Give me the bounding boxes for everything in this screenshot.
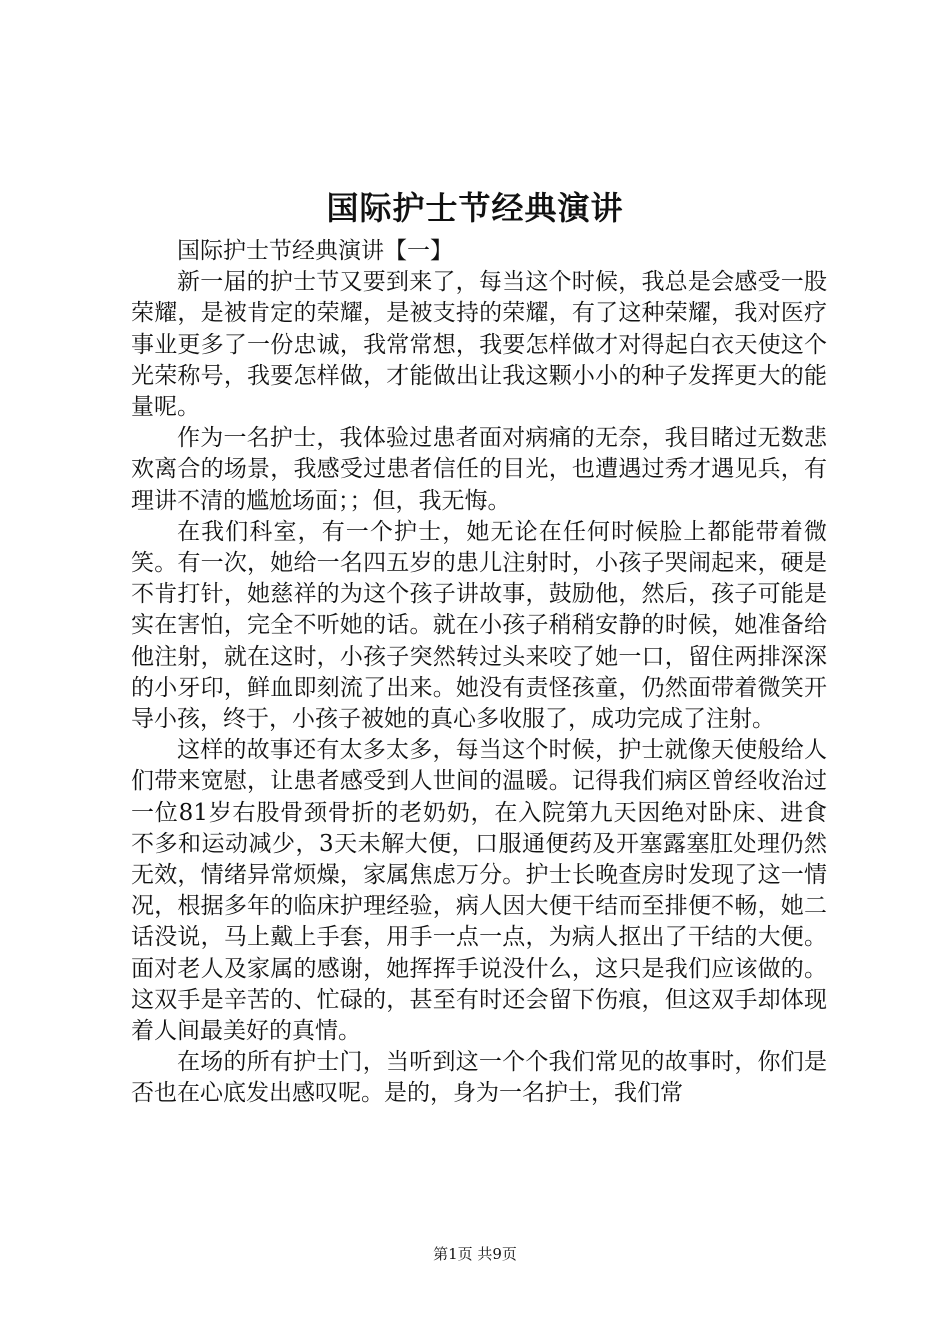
paragraph: 这样的故事还有太多太多，每当这个时候，护士就像天使般给人们带来宽慰，让患者感受到人世间的温暖。记得我们病区曾经收治过一位81岁右股骨颈骨折的老奶奶，在入院第九天因绝对卧床、进食不多和运动减少，3天未解大便，口服通便药及开塞露塞肛处理仍然无效，情绪异常烦燥，家属焦虑万分。护士长晚查房时发现了这一情况，根据多年的临床护理经验，病人因大便干结而至排便不畅，她二话没说，马上戴上手套，用手一点一点，为病人抠出了干结的大便。面对老人及家属的感谢，她挥挥手说没什么，这只是我们应该做的。这双手是辛苦的、忙碌的，甚至有时还会留下伤痕，但这双手却体现着人间最美好的真情。 [131, 737, 827, 1045]
paragraph: 新一届的护士节又要到来了，每当这个时候，我总是会感受一股荣耀，是被肯定的荣耀，是被支持的荣耀，有了这种荣耀，我对医疗事业更多了一份忠诚，我常常想，我要怎样做才对得起白衣天使这个光荣称号，我要怎样做，才能做出让我这颗小小的种子发挥更大的能量呢。 [131, 269, 827, 421]
paragraph: 作为一名护士，我体验过患者面对病痛的无奈，我目睹过无数悲欢离合的场景，我感受过患者信任的目光，也遭遇过秀才遇见兵，有理讲不清的尴尬场面；；但，我无悔。 [131, 425, 827, 514]
page-footer: 第1页 共9页 [433, 1245, 517, 1263]
paragraph: 在场的所有护士门，当听到这一个个我们常见的故事时，你们是否也在心底发出感叹呢。是的，身为一名护士，我们常 [131, 1049, 827, 1107]
paragraph-heading: 国际护士节经典演讲【一】 [177, 238, 453, 264]
document-title: 国际护士节经典演讲 [326, 189, 624, 227]
document-body [131, 236, 827, 1110]
paragraph: 在我们科室，有一个护士，她无论在任何时候脸上都能带着微笑。有一次，她给一名四五岁的患儿注射时，小孩子哭闹起来，硬是不肯打针，她慈祥的为这个孩子讲故事，鼓励他，然后，孩子可能是实在害怕，完全不听她的话。就在小孩子稍稍安静的时候，她准备给他注射，就在这时，小孩子突然转过头来咬了她一口，留住两排深深的小牙印，鲜血即刻流了出来。她没有责怪孩童，仍然面带着微笑开导小孩，终于，小孩子被她的真心多收服了，成功完成了注射。 [131, 518, 827, 733]
